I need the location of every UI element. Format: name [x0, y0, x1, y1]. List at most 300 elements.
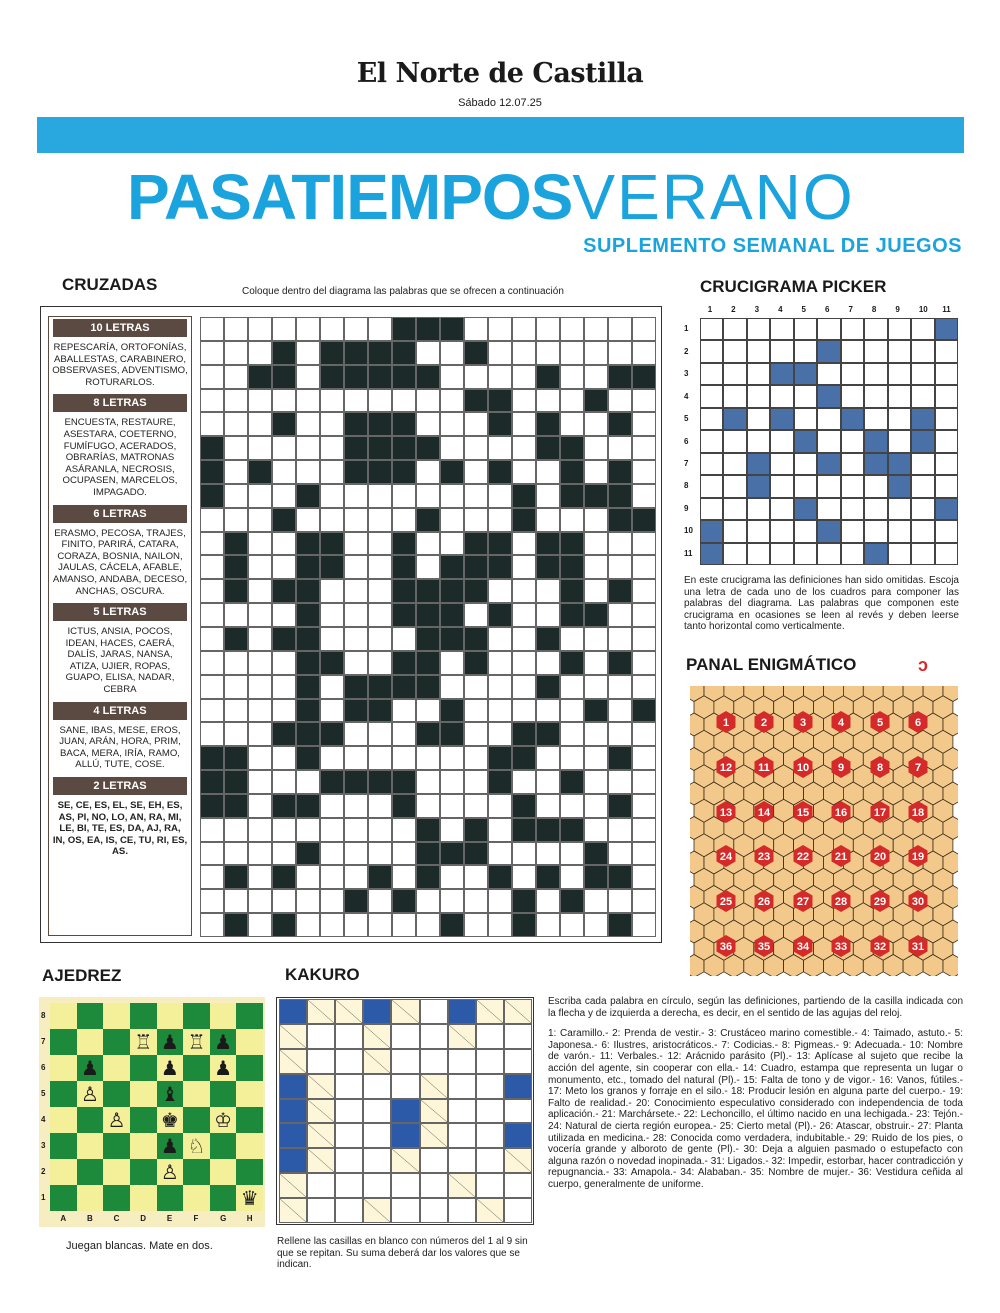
crossword-cell[interactable]: [536, 818, 560, 842]
kakuro-cell[interactable]: [391, 1049, 419, 1074]
kakuro-cell[interactable]: [335, 1173, 363, 1198]
crossword-cell[interactable]: [368, 555, 392, 579]
crossword-cell[interactable]: [584, 865, 608, 889]
crossword-cell[interactable]: [608, 389, 632, 413]
crossword-cell[interactable]: [464, 603, 488, 627]
crossword-cell[interactable]: [512, 603, 536, 627]
kakuro-cell[interactable]: [279, 1074, 307, 1099]
crossword-cell[interactable]: [632, 436, 656, 460]
crossword-cell[interactable]: [224, 460, 248, 484]
picker-cell[interactable]: [723, 385, 746, 407]
chess-square[interactable]: [183, 1055, 210, 1081]
kakuro-cell[interactable]: [448, 1074, 476, 1099]
crossword-cell[interactable]: [584, 508, 608, 532]
crossword-cell[interactable]: [200, 818, 224, 842]
picker-cell[interactable]: [723, 520, 746, 542]
crossword-cell[interactable]: [560, 365, 584, 389]
picker-cell[interactable]: [700, 408, 723, 430]
crossword-cell[interactable]: [392, 365, 416, 389]
crossword-cell[interactable]: [416, 436, 440, 460]
crossword-cell[interactable]: [440, 389, 464, 413]
picker-cell[interactable]: [911, 498, 934, 520]
crossword-cell[interactable]: [608, 579, 632, 603]
crossword-cell[interactable]: [608, 341, 632, 365]
crossword-cell[interactable]: [632, 317, 656, 341]
crossword-cell[interactable]: [464, 794, 488, 818]
kakuro-clue-cell[interactable]: [420, 1074, 448, 1099]
crossword-cell[interactable]: [440, 555, 464, 579]
crossword-cell[interactable]: [488, 794, 512, 818]
picker-cell[interactable]: [794, 475, 817, 497]
crossword-cell[interactable]: [560, 508, 584, 532]
crossword-cell[interactable]: [464, 913, 488, 937]
crossword-cell[interactable]: [632, 532, 656, 556]
picker-cell[interactable]: [841, 430, 864, 452]
chess-square[interactable]: [157, 1003, 184, 1029]
crossword-cell[interactable]: [512, 389, 536, 413]
crossword-cell[interactable]: [512, 651, 536, 675]
kakuro-cell[interactable]: [279, 1123, 307, 1148]
crossword-cell[interactable]: [488, 818, 512, 842]
kakuro-clue-cell[interactable]: [307, 1148, 335, 1173]
crossword-cell[interactable]: [416, 460, 440, 484]
kakuro-cell[interactable]: [279, 999, 307, 1024]
crossword-cell[interactable]: [248, 484, 272, 508]
chess-square[interactable]: [103, 1029, 130, 1055]
crossword-cell[interactable]: [248, 794, 272, 818]
kakuro-cell[interactable]: [504, 1049, 532, 1074]
picker-cell[interactable]: [841, 340, 864, 362]
picker-cell[interactable]: [794, 340, 817, 362]
crossword-cell[interactable]: [584, 818, 608, 842]
crossword-cell[interactable]: [464, 532, 488, 556]
picker-cell[interactable]: [888, 363, 911, 385]
crossword-cell[interactable]: [440, 913, 464, 937]
crossword-cell[interactable]: [584, 317, 608, 341]
kakuro-cell[interactable]: [363, 1123, 391, 1148]
picker-cell[interactable]: [817, 498, 840, 520]
kakuro-cell[interactable]: [504, 1198, 532, 1223]
crossword-cell[interactable]: [392, 460, 416, 484]
crossword-cell[interactable]: [224, 746, 248, 770]
crossword-cell[interactable]: [536, 341, 560, 365]
kakuro-clue-cell[interactable]: [363, 1049, 391, 1074]
crossword-cell[interactable]: [584, 603, 608, 627]
crossword-cell[interactable]: [416, 627, 440, 651]
crossword-cell[interactable]: [512, 865, 536, 889]
crossword-cell[interactable]: [344, 412, 368, 436]
picker-cell[interactable]: [817, 363, 840, 385]
kakuro-cell[interactable]: [307, 1024, 335, 1049]
crossword-cell[interactable]: [536, 865, 560, 889]
crossword-cell[interactable]: [248, 365, 272, 389]
crossword-cell[interactable]: [272, 770, 296, 794]
picker-cell[interactable]: [700, 385, 723, 407]
crossword-cell[interactable]: [560, 842, 584, 866]
crossword-cell[interactable]: [296, 865, 320, 889]
crossword-cell[interactable]: [392, 651, 416, 675]
crossword-cell[interactable]: [392, 389, 416, 413]
kakuro-cell[interactable]: [391, 1074, 419, 1099]
crossword-cell[interactable]: [464, 436, 488, 460]
picker-cell[interactable]: [935, 453, 958, 475]
crossword-cell[interactable]: [224, 865, 248, 889]
crossword-cell[interactable]: [200, 317, 224, 341]
crossword-cell[interactable]: [584, 341, 608, 365]
crossword-cell[interactable]: [584, 579, 608, 603]
picker-cell[interactable]: [911, 408, 934, 430]
crossword-cell[interactable]: [368, 770, 392, 794]
crossword-cell[interactable]: [248, 412, 272, 436]
kakuro-cell[interactable]: [307, 1198, 335, 1223]
crossword-cell[interactable]: [200, 794, 224, 818]
crossword-cell[interactable]: [464, 341, 488, 365]
crossword-cell[interactable]: [224, 889, 248, 913]
kakuro-clue-cell[interactable]: [504, 999, 532, 1024]
picker-cell[interactable]: [864, 430, 887, 452]
crossword-cell[interactable]: [440, 341, 464, 365]
crossword-cell[interactable]: [464, 389, 488, 413]
crossword-cell[interactable]: [632, 555, 656, 579]
crossword-cell[interactable]: [200, 651, 224, 675]
crossword-cell[interactable]: [296, 699, 320, 723]
picker-cell[interactable]: [935, 520, 958, 542]
kakuro-cell[interactable]: [391, 1198, 419, 1223]
crossword-cell[interactable]: [512, 699, 536, 723]
crossword-cell[interactable]: [416, 508, 440, 532]
crossword-cell[interactable]: [248, 818, 272, 842]
crossword-cell[interactable]: [200, 842, 224, 866]
kakuro-cell[interactable]: [363, 1074, 391, 1099]
crossword-cell[interactable]: [488, 508, 512, 532]
picker-cell[interactable]: [864, 318, 887, 340]
crossword-cell[interactable]: [200, 722, 224, 746]
crossword-cell[interactable]: [632, 794, 656, 818]
crossword-cell[interactable]: [512, 341, 536, 365]
crossword-cell[interactable]: [248, 579, 272, 603]
picker-cell[interactable]: [817, 543, 840, 565]
crossword-cell[interactable]: [464, 555, 488, 579]
crossword-cell[interactable]: [488, 484, 512, 508]
crossword-cell[interactable]: [440, 484, 464, 508]
picker-cell[interactable]: [911, 475, 934, 497]
crossword-cell[interactable]: [440, 842, 464, 866]
picker-cell[interactable]: [723, 475, 746, 497]
kakuro-cell[interactable]: [476, 1049, 504, 1074]
crossword-cell[interactable]: [464, 317, 488, 341]
crossword-cell[interactable]: [608, 699, 632, 723]
crossword-cell[interactable]: [272, 460, 296, 484]
crossword-cell[interactable]: [368, 436, 392, 460]
crossword-cell[interactable]: [440, 412, 464, 436]
kakuro-cell[interactable]: [335, 1074, 363, 1099]
crossword-cell[interactable]: [272, 389, 296, 413]
picker-cell[interactable]: [888, 475, 911, 497]
kakuro-cell[interactable]: [420, 1148, 448, 1173]
crossword-cell[interactable]: [344, 675, 368, 699]
crossword-cell[interactable]: [536, 913, 560, 937]
cruzadas-grid[interactable]: [200, 317, 656, 937]
picker-cell[interactable]: [747, 408, 770, 430]
crossword-cell[interactable]: [368, 675, 392, 699]
crossword-cell[interactable]: [464, 699, 488, 723]
picker-cell[interactable]: [911, 363, 934, 385]
crossword-cell[interactable]: [224, 412, 248, 436]
crossword-cell[interactable]: [584, 794, 608, 818]
crossword-cell[interactable]: [560, 389, 584, 413]
crossword-cell[interactable]: [200, 341, 224, 365]
crossword-cell[interactable]: [512, 746, 536, 770]
crossword-cell[interactable]: [344, 365, 368, 389]
kakuro-cell[interactable]: [504, 1024, 532, 1049]
crossword-cell[interactable]: [320, 651, 344, 675]
crossword-cell[interactable]: [560, 794, 584, 818]
picker-cell[interactable]: [700, 453, 723, 475]
crossword-cell[interactable]: [488, 842, 512, 866]
picker-cell[interactable]: [864, 363, 887, 385]
crossword-cell[interactable]: [344, 865, 368, 889]
crossword-cell[interactable]: [224, 770, 248, 794]
crossword-cell[interactable]: [560, 818, 584, 842]
crossword-cell[interactable]: [320, 722, 344, 746]
crossword-cell[interactable]: [416, 770, 440, 794]
crossword-cell[interactable]: [200, 579, 224, 603]
crossword-cell[interactable]: [512, 675, 536, 699]
crossword-cell[interactable]: [536, 508, 560, 532]
picker-cell[interactable]: [794, 363, 817, 385]
crossword-cell[interactable]: [392, 532, 416, 556]
crossword-cell[interactable]: [440, 436, 464, 460]
crossword-cell[interactable]: [224, 579, 248, 603]
chess-square[interactable]: [183, 1107, 210, 1133]
chess-square[interactable]: [50, 1029, 77, 1055]
crossword-cell[interactable]: [296, 794, 320, 818]
chess-square[interactable]: [77, 1133, 104, 1159]
crossword-cell[interactable]: [344, 913, 368, 937]
crossword-cell[interactable]: [488, 627, 512, 651]
crossword-cell[interactable]: [464, 842, 488, 866]
crossword-cell[interactable]: [368, 627, 392, 651]
picker-cell[interactable]: [700, 430, 723, 452]
crossword-cell[interactable]: [560, 484, 584, 508]
crossword-cell[interactable]: [536, 532, 560, 556]
picker-cell[interactable]: [723, 363, 746, 385]
crossword-cell[interactable]: [560, 532, 584, 556]
crossword-cell[interactable]: [464, 770, 488, 794]
crossword-cell[interactable]: [392, 484, 416, 508]
crossword-cell[interactable]: [320, 341, 344, 365]
kakuro-cell[interactable]: [363, 1173, 391, 1198]
crossword-cell[interactable]: [320, 699, 344, 723]
crossword-cell[interactable]: [536, 365, 560, 389]
crossword-cell[interactable]: [200, 746, 224, 770]
crossword-cell[interactable]: [200, 412, 224, 436]
crossword-cell[interactable]: [248, 603, 272, 627]
chess-square[interactable]: [130, 1185, 157, 1211]
crossword-cell[interactable]: [584, 365, 608, 389]
crossword-cell[interactable]: [560, 341, 584, 365]
picker-cell[interactable]: [723, 408, 746, 430]
picker-cell[interactable]: [911, 318, 934, 340]
crossword-cell[interactable]: [512, 436, 536, 460]
crossword-cell[interactable]: [320, 865, 344, 889]
crossword-cell[interactable]: [416, 865, 440, 889]
crossword-cell[interactable]: [344, 341, 368, 365]
crossword-cell[interactable]: [320, 627, 344, 651]
crossword-cell[interactable]: [488, 389, 512, 413]
crossword-cell[interactable]: [464, 460, 488, 484]
picker-cell[interactable]: [700, 340, 723, 362]
crossword-cell[interactable]: [200, 389, 224, 413]
crossword-cell[interactable]: [488, 579, 512, 603]
crossword-cell[interactable]: [632, 627, 656, 651]
crossword-cell[interactable]: [584, 699, 608, 723]
picker-cell[interactable]: [817, 475, 840, 497]
crossword-cell[interactable]: [464, 579, 488, 603]
kakuro-clue-cell[interactable]: [363, 1024, 391, 1049]
kakuro-clue-cell[interactable]: [420, 1123, 448, 1148]
crossword-cell[interactable]: [392, 627, 416, 651]
crossword-cell[interactable]: [320, 508, 344, 532]
crossword-cell[interactable]: [344, 746, 368, 770]
crossword-cell[interactable]: [248, 722, 272, 746]
crossword-cell[interactable]: [272, 722, 296, 746]
crossword-cell[interactable]: [272, 699, 296, 723]
picker-cell[interactable]: [864, 385, 887, 407]
crossword-cell[interactable]: [536, 699, 560, 723]
chess-square[interactable]: [210, 1081, 237, 1107]
crossword-cell[interactable]: [392, 317, 416, 341]
picker-cell[interactable]: [864, 543, 887, 565]
crossword-cell[interactable]: [296, 651, 320, 675]
crossword-cell[interactable]: [296, 889, 320, 913]
crossword-cell[interactable]: [344, 317, 368, 341]
crossword-cell[interactable]: [464, 651, 488, 675]
crossword-cell[interactable]: [368, 913, 392, 937]
picker-cell[interactable]: [747, 520, 770, 542]
picker-cell[interactable]: [841, 498, 864, 520]
crossword-cell[interactable]: [344, 818, 368, 842]
chess-square[interactable]: [183, 1159, 210, 1185]
picker-cell[interactable]: [841, 363, 864, 385]
kakuro-cell[interactable]: [448, 1198, 476, 1223]
crossword-cell[interactable]: [464, 889, 488, 913]
crossword-cell[interactable]: [200, 699, 224, 723]
chess-square[interactable]: [77, 1029, 104, 1055]
crossword-cell[interactable]: [392, 508, 416, 532]
crossword-cell[interactable]: [488, 412, 512, 436]
crossword-cell[interactable]: [320, 675, 344, 699]
crossword-cell[interactable]: [224, 699, 248, 723]
crossword-cell[interactable]: [608, 460, 632, 484]
chess-square[interactable]: [103, 1055, 130, 1081]
crossword-cell[interactable]: [296, 484, 320, 508]
crossword-cell[interactable]: [224, 341, 248, 365]
crossword-cell[interactable]: [224, 722, 248, 746]
crossword-cell[interactable]: [416, 651, 440, 675]
kakuro-cell[interactable]: [307, 1173, 335, 1198]
crossword-cell[interactable]: [608, 770, 632, 794]
crossword-cell[interactable]: [368, 579, 392, 603]
crossword-cell[interactable]: [296, 341, 320, 365]
crossword-cell[interactable]: [440, 532, 464, 556]
picker-grid[interactable]: [700, 318, 958, 565]
picker-cell[interactable]: [770, 453, 793, 475]
crossword-cell[interactable]: [608, 627, 632, 651]
crossword-cell[interactable]: [296, 436, 320, 460]
kakuro-clue-cell[interactable]: [307, 1074, 335, 1099]
crossword-cell[interactable]: [536, 603, 560, 627]
crossword-cell[interactable]: [416, 889, 440, 913]
crossword-cell[interactable]: [320, 794, 344, 818]
crossword-cell[interactable]: [584, 412, 608, 436]
chess-square[interactable]: [236, 1055, 263, 1081]
crossword-cell[interactable]: [536, 484, 560, 508]
chess-square[interactable]: [103, 1003, 130, 1029]
kakuro-cell[interactable]: [363, 1099, 391, 1124]
chess-square[interactable]: [103, 1185, 130, 1211]
picker-cell[interactable]: [911, 453, 934, 475]
crossword-cell[interactable]: [608, 317, 632, 341]
crossword-cell[interactable]: [248, 770, 272, 794]
crossword-cell[interactable]: [296, 913, 320, 937]
crossword-cell[interactable]: [248, 389, 272, 413]
crossword-cell[interactable]: [392, 794, 416, 818]
chess-square[interactable]: [103, 1159, 130, 1185]
crossword-cell[interactable]: [248, 675, 272, 699]
crossword-cell[interactable]: [416, 341, 440, 365]
crossword-cell[interactable]: [632, 913, 656, 937]
crossword-cell[interactable]: [440, 722, 464, 746]
crossword-cell[interactable]: [416, 579, 440, 603]
picker-cell[interactable]: [911, 430, 934, 452]
crossword-cell[interactable]: [560, 579, 584, 603]
kakuro-clue-cell[interactable]: [279, 1173, 307, 1198]
crossword-cell[interactable]: [344, 508, 368, 532]
kakuro-cell[interactable]: [448, 1148, 476, 1173]
kakuro-cell[interactable]: [504, 1074, 532, 1099]
crossword-cell[interactable]: [560, 722, 584, 746]
crossword-cell[interactable]: [368, 746, 392, 770]
chess-square[interactable]: [130, 1107, 157, 1133]
crossword-cell[interactable]: [248, 555, 272, 579]
crossword-cell[interactable]: [440, 603, 464, 627]
crossword-cell[interactable]: [560, 770, 584, 794]
picker-cell[interactable]: [794, 453, 817, 475]
picker-cell[interactable]: [700, 318, 723, 340]
kakuro-cell[interactable]: [420, 1049, 448, 1074]
crossword-cell[interactable]: [200, 460, 224, 484]
crossword-cell[interactable]: [440, 770, 464, 794]
crossword-cell[interactable]: [272, 746, 296, 770]
chess-square[interactable]: [50, 1107, 77, 1133]
chess-square[interactable]: [130, 1003, 157, 1029]
crossword-cell[interactable]: [272, 484, 296, 508]
crossword-cell[interactable]: [296, 555, 320, 579]
honeycomb[interactable]: [690, 686, 958, 976]
chess-square[interactable]: [157, 1185, 184, 1211]
crossword-cell[interactable]: [632, 746, 656, 770]
crossword-cell[interactable]: [632, 842, 656, 866]
kakuro-cell[interactable]: [335, 1099, 363, 1124]
crossword-cell[interactable]: [392, 579, 416, 603]
crossword-cell[interactable]: [344, 889, 368, 913]
crossword-cell[interactable]: [392, 722, 416, 746]
crossword-cell[interactable]: [536, 889, 560, 913]
crossword-cell[interactable]: [344, 794, 368, 818]
kakuro-cell[interactable]: [363, 1148, 391, 1173]
crossword-cell[interactable]: [224, 555, 248, 579]
